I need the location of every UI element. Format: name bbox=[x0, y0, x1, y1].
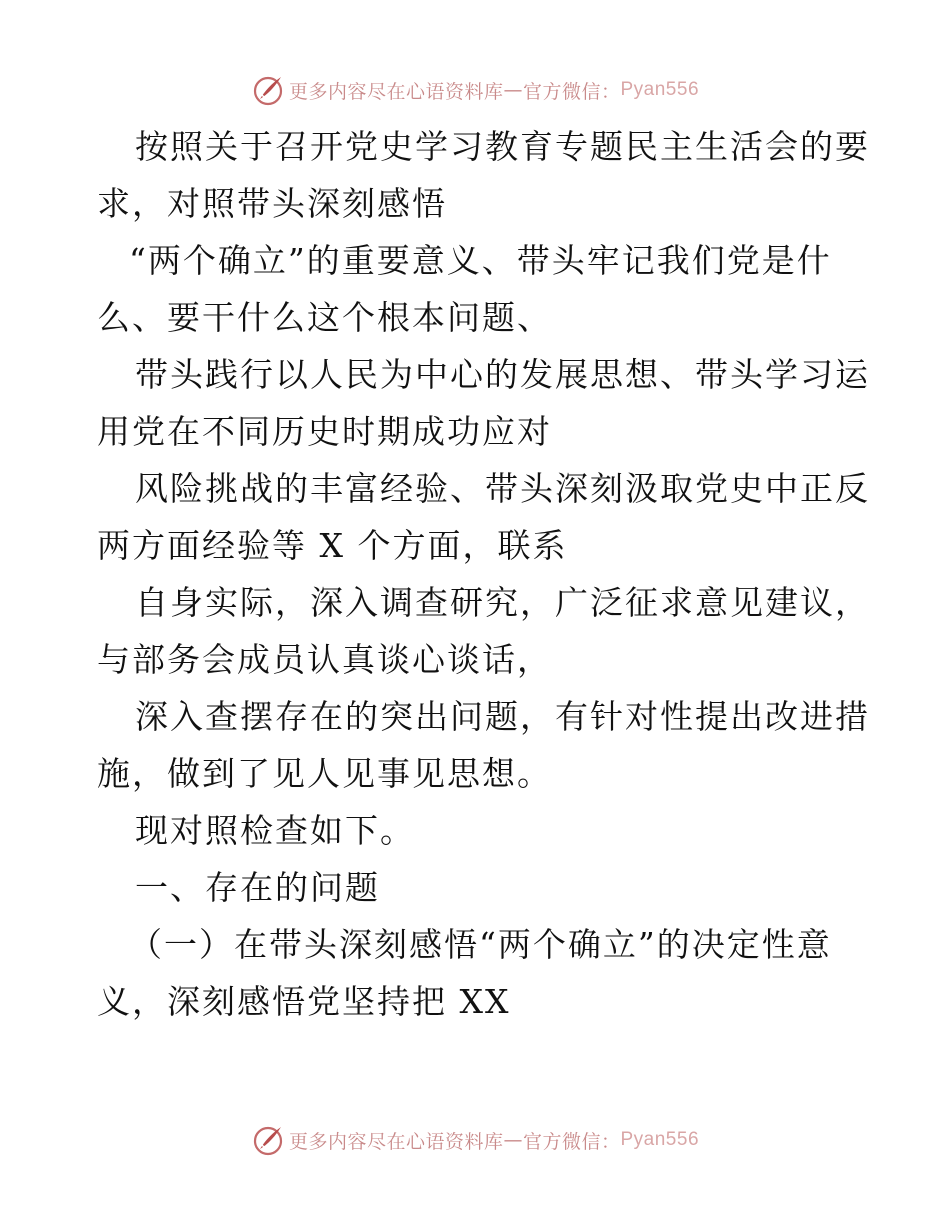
header-watermark bbox=[0, 70, 950, 110]
watermark-label: 官方微信： bbox=[522, 1130, 621, 1153]
quill-logo-icon bbox=[251, 73, 285, 107]
document-body bbox=[97, 118, 870, 1030]
paragraph-line: 现对照检查如下。 bbox=[135, 811, 415, 850]
quill-logo-icon bbox=[251, 1123, 285, 1157]
paragraph-line: 么、要干什么这个根本问题、 bbox=[97, 298, 552, 337]
paragraph-line: 深入查摆存在的突出问题，有针对性提出改进措 bbox=[135, 697, 870, 736]
paragraph-line: 用党在不同历史时期成功应对 bbox=[97, 412, 552, 451]
subsection-heading: （一）在带头深刻感悟“两个确立”的决定性意 bbox=[129, 925, 832, 964]
watermark-separator: — bbox=[503, 1129, 523, 1151]
paragraph-line: 义，深刻感悟党坚持把 XX bbox=[97, 982, 511, 1021]
watermark-main-text: 更多内容尽在心语资料库 bbox=[288, 1130, 504, 1153]
watermark-id: Pyan556 bbox=[620, 79, 700, 100]
paragraph-line: 按照关于召开党史学习教育专题民主生活会的要 bbox=[135, 127, 870, 166]
paragraph-line: 两方面经验等 X 个方面，联系 bbox=[97, 526, 568, 565]
paragraph-line: 自身实际，深入调查研究，广泛征求意见建议， bbox=[135, 583, 870, 622]
paragraph-line: 与部务会成员认真谈心谈话， bbox=[97, 640, 552, 679]
watermark-main-text: 更多内容尽在心语资料库 bbox=[288, 80, 504, 103]
section-heading: 一、存在的问题 bbox=[135, 868, 380, 907]
paragraph-line: “两个确立”的重要意义、带头牢记我们党是什 bbox=[129, 241, 832, 280]
paragraph-line: 带头践行以人民为中心的发展思想、带头学习运 bbox=[135, 355, 870, 394]
watermark-label: 官方微信： bbox=[522, 80, 621, 103]
watermark-separator: — bbox=[503, 79, 523, 101]
footer-watermark bbox=[0, 1120, 950, 1160]
paragraph-line: 施，做到了见人见事见思想。 bbox=[97, 754, 552, 793]
paragraph-line: 风险挑战的丰富经验、带头深刻汲取党史中正反 bbox=[135, 469, 870, 508]
watermark-id: Pyan556 bbox=[620, 1129, 700, 1150]
paragraph-line: 求，对照带头深刻感悟 bbox=[97, 184, 447, 223]
